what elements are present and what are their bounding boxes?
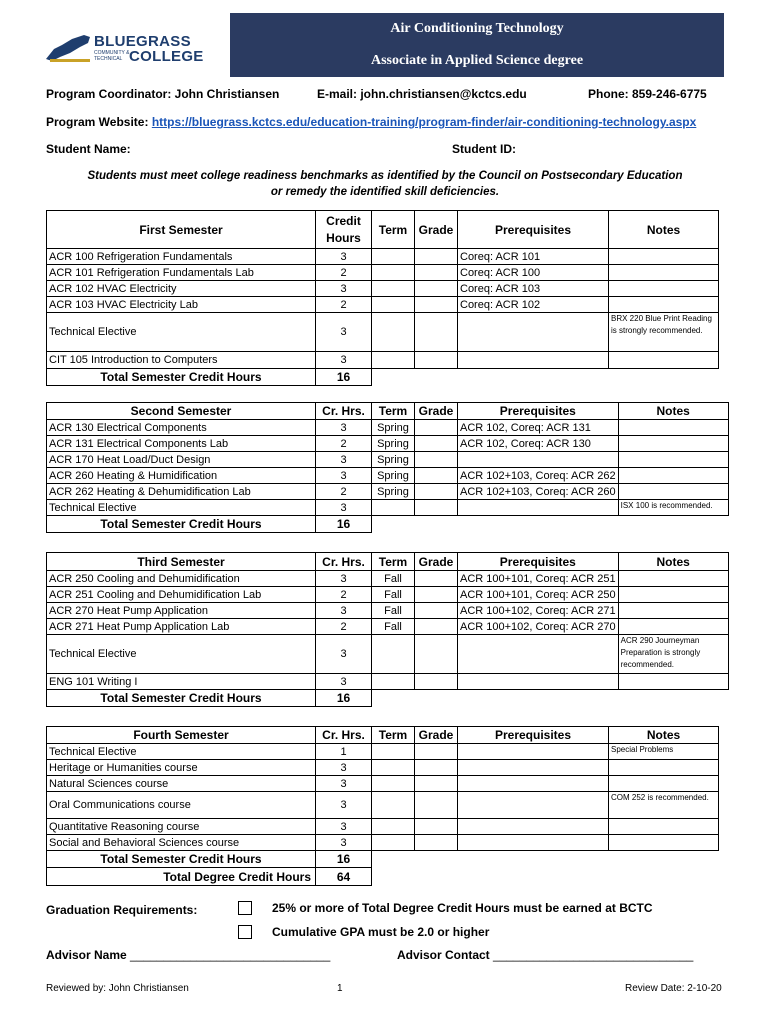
term-cell[interactable]: Spring (372, 436, 415, 452)
term-cell[interactable] (372, 281, 415, 297)
semester-title: Third Semester (47, 553, 316, 571)
grade-cell[interactable] (415, 744, 458, 760)
notes-header: Notes (609, 211, 719, 249)
grade-cell[interactable] (415, 468, 458, 484)
semester-title: First Semester (47, 211, 316, 249)
grade-cell[interactable] (415, 835, 458, 851)
notes-header: Notes (618, 553, 728, 571)
table-row: ACR 262 Heating & Dehumidification Lab 2 Spring ACR 102+103, Coreq: ACR 260 (47, 484, 729, 500)
table-row: ACR 100 Refrigeration Fundamentals 3 Coreq: ACR 101 (47, 249, 719, 265)
grade-header: Grade (415, 553, 458, 571)
advisor-contact: Advisor Contact ______________________________ (397, 948, 694, 962)
total-row: Total Semester Credit Hours 16 (47, 369, 719, 386)
grade-cell[interactable] (415, 484, 458, 500)
total-row: Total Semester Credit Hours 16 (47, 851, 719, 868)
term-cell[interactable] (372, 265, 415, 281)
logo-brand-small: COMMUNITY & TECHNICAL (94, 50, 130, 62)
term-cell[interactable] (372, 760, 415, 776)
term-cell[interactable]: Spring (372, 484, 415, 500)
website-link[interactable]: https://bluegrass.kctcs.edu/education-training/program-finder/air-conditioning-technology.aspx (151, 115, 697, 129)
note-cell: ISX 100 is recommended. (618, 500, 728, 516)
grade-cell[interactable] (415, 603, 458, 619)
table-row: Social and Behavioral Sciences course 3 (47, 835, 719, 851)
coordinator-phone: Phone: 859-246-6775 (588, 87, 707, 101)
grade-cell[interactable] (415, 452, 458, 468)
term-cell[interactable]: Spring (372, 452, 415, 468)
table-row: ACR 251 Cooling and Dehumidification Lab 2 Fall ACR 100+101, Coreq: ACR 250 (47, 587, 729, 603)
term-header: Term (372, 553, 415, 571)
kentucky-logo-icon (44, 29, 92, 65)
term-cell[interactable] (372, 776, 415, 792)
table-row: Technical Elective 1 Special Problems (47, 744, 719, 760)
note-cell: COM 252 is recommended. (609, 792, 719, 819)
grade-cell[interactable] (415, 776, 458, 792)
note-cell: BRX 220 Blue Print Reading is strongly recommended. (609, 313, 719, 352)
program-website (46, 115, 696, 129)
program-coordinator: Program Coordinator: John Christiansen (46, 87, 280, 101)
table-row: ACR 130 Electrical Components 3 Spring ACR 102, Coreq: ACR 131 (47, 420, 729, 436)
grade-cell[interactable] (415, 674, 458, 690)
grade-cell[interactable] (415, 281, 458, 297)
first-semester-table (46, 210, 719, 386)
term-cell[interactable]: Fall (372, 619, 415, 635)
term-cell[interactable] (372, 249, 415, 265)
grade-cell[interactable] (415, 792, 458, 819)
website-label: Program Website: (46, 115, 149, 129)
grade-cell[interactable] (415, 420, 458, 436)
credit-hours-header: Cr. Hrs. (316, 403, 372, 420)
logo-brand-line1: BLUEGRASS (94, 33, 191, 50)
student-name-label: Student Name: (46, 142, 131, 156)
readiness-notice (46, 168, 724, 200)
term-header: Term (372, 403, 415, 420)
term-cell[interactable]: Spring (372, 468, 415, 484)
graduation-requirements-label: Graduation Requirements: (46, 903, 198, 917)
table-row: ACR 131 Electrical Components Lab 2 Spring ACR 102, Coreq: ACR 130 (47, 436, 729, 452)
review-date: Review Date: 2-10-20 (625, 983, 722, 994)
total-row: Total Semester Credit Hours 16 (47, 516, 729, 533)
note-cell: ACR 290 Journeyman Preparation is strongly recommended. (618, 635, 728, 674)
table-row: Technical Elective 3 BRX 220 Blue Print Reading is strongly recommended. (47, 313, 719, 352)
grade-cell[interactable] (415, 587, 458, 603)
term-cell[interactable]: Fall (372, 571, 415, 587)
table-row: ACR 271 Heat Pump Application Lab 2 Fall ACR 100+102, Coreq: ACR 270 (47, 619, 729, 635)
table-row: ACR 101 Refrigeration Fundamentals Lab 2 Coreq: ACR 100 (47, 265, 719, 281)
table-row: Technical Elective 3 ACR 290 Journeyman Preparation is strongly recommended. (47, 635, 729, 674)
fourth-semester-table (46, 726, 719, 886)
prerequisites-header: Prerequisites (458, 553, 619, 571)
notes-header: Notes (618, 403, 728, 420)
term-cell[interactable]: Fall (372, 603, 415, 619)
term-header: Term (372, 211, 415, 249)
table-row: ACR 250 Cooling and Dehumidification 3 Fall ACR 100+101, Coreq: ACR 251 (47, 571, 729, 587)
semester-title: Fourth Semester (47, 727, 316, 744)
table-row: ENG 101 Writing I 3 (47, 674, 729, 690)
grade-header: Grade (415, 211, 458, 249)
term-cell[interactable] (372, 792, 415, 819)
third-semester-table (46, 552, 729, 707)
table-row: Technical Elective 3 ISX 100 is recommended. (47, 500, 729, 516)
grade-cell[interactable] (415, 313, 458, 352)
grade-cell[interactable] (415, 436, 458, 452)
requirement-2-text: Cumulative GPA must be 2.0 or higher (272, 925, 490, 939)
program-title: Air Conditioning Technology (390, 21, 564, 36)
term-cell[interactable] (372, 297, 415, 313)
table-row: ACR 270 Heat Pump Application 3 Fall ACR 100+102, Coreq: ACR 271 (47, 603, 729, 619)
notice-line1: Students must meet college readiness benchmarks as identified by the Council on Postsecondary Education (87, 170, 683, 182)
table-row: Natural Sciences course 3 (47, 776, 719, 792)
advisor-contact-blank[interactable]: ______________________________ (493, 948, 694, 962)
total-row: Total Semester Credit Hours 16 (47, 690, 729, 707)
prerequisites-header: Prerequisites (458, 403, 619, 420)
grade-cell[interactable] (415, 571, 458, 587)
semester-title: Second Semester (47, 403, 316, 420)
grade-cell[interactable] (415, 635, 458, 674)
table-row: Heritage or Humanities course 3 (47, 760, 719, 776)
grade-cell[interactable] (415, 819, 458, 835)
reviewed-by: Reviewed by: John Christiansen (46, 983, 189, 994)
term-cell[interactable] (372, 835, 415, 851)
program-header (230, 13, 724, 77)
note-cell: Special Problems (609, 744, 719, 760)
grade-cell[interactable] (415, 619, 458, 635)
grade-cell[interactable] (415, 352, 458, 369)
second-semester-table (46, 402, 729, 533)
term-cell[interactable] (372, 635, 415, 674)
term-cell[interactable]: Spring (372, 420, 415, 436)
table-row: ACR 103 HVAC Electricity Lab 2 Coreq: ACR 102 (47, 297, 719, 313)
grade-cell[interactable] (415, 249, 458, 265)
credit-hours-header: Cr. Hrs. (316, 727, 372, 744)
requirement-1-checkbox[interactable] (238, 901, 252, 915)
term-cell[interactable] (372, 313, 415, 352)
degree-total-row: Total Degree Credit Hours 64 (47, 868, 719, 886)
credit-hours-header: Cr. Hrs. (316, 553, 372, 571)
requirement-2-checkbox[interactable] (238, 925, 252, 939)
term-cell[interactable] (372, 744, 415, 760)
credit-hours-header: Credit Hours (316, 211, 372, 249)
table-row: Oral Communications course 3 COM 252 is recommended. (47, 792, 719, 819)
coordinator-email[interactable]: E-mail: john.christiansen@kctcs.edu (317, 87, 527, 101)
notice-line2: or remedy the identified skill deficiencies. (270, 186, 500, 198)
grade-cell[interactable] (415, 265, 458, 281)
grade-header: Grade (415, 727, 458, 744)
notes-header: Notes (609, 727, 719, 744)
advisor-name: Advisor Name ______________________________ (46, 948, 331, 962)
table-row: ACR 260 Heating & Humidification 3 Spring ACR 102+103, Coreq: ACR 262 (47, 468, 729, 484)
program-degree: Associate in Applied Science degree (370, 53, 584, 68)
term-cell[interactable] (372, 352, 415, 369)
term-cell[interactable] (372, 500, 415, 516)
term-cell[interactable] (372, 819, 415, 835)
grade-cell[interactable] (415, 500, 458, 516)
college-logo (44, 25, 219, 67)
table-row: CIT 105 Introduction to Computers 3 (47, 352, 719, 369)
grade-header: Grade (415, 403, 458, 420)
table-row: ACR 170 Heat Load/Duct Design 3 Spring (47, 452, 729, 468)
term-cell[interactable]: Fall (372, 587, 415, 603)
term-header: Term (372, 727, 415, 744)
advisor-name-blank[interactable]: ______________________________ (130, 948, 331, 962)
table-row: Quantitative Reasoning course 3 (47, 819, 719, 835)
prerequisites-header: Prerequisites (458, 727, 609, 744)
logo-brand-line2: COLLEGE (129, 48, 204, 65)
grade-cell[interactable] (415, 297, 458, 313)
term-cell[interactable] (372, 674, 415, 690)
grade-cell[interactable] (415, 760, 458, 776)
prerequisites-header: Prerequisites (458, 211, 609, 249)
student-id-label: Student ID: (452, 142, 516, 156)
page-number: 1 (337, 983, 343, 994)
requirement-1-text: 25% or more of Total Degree Credit Hours must be earned at BCTC (272, 901, 653, 915)
table-row: ACR 102 HVAC Electricity 3 Coreq: ACR 103 (47, 281, 719, 297)
